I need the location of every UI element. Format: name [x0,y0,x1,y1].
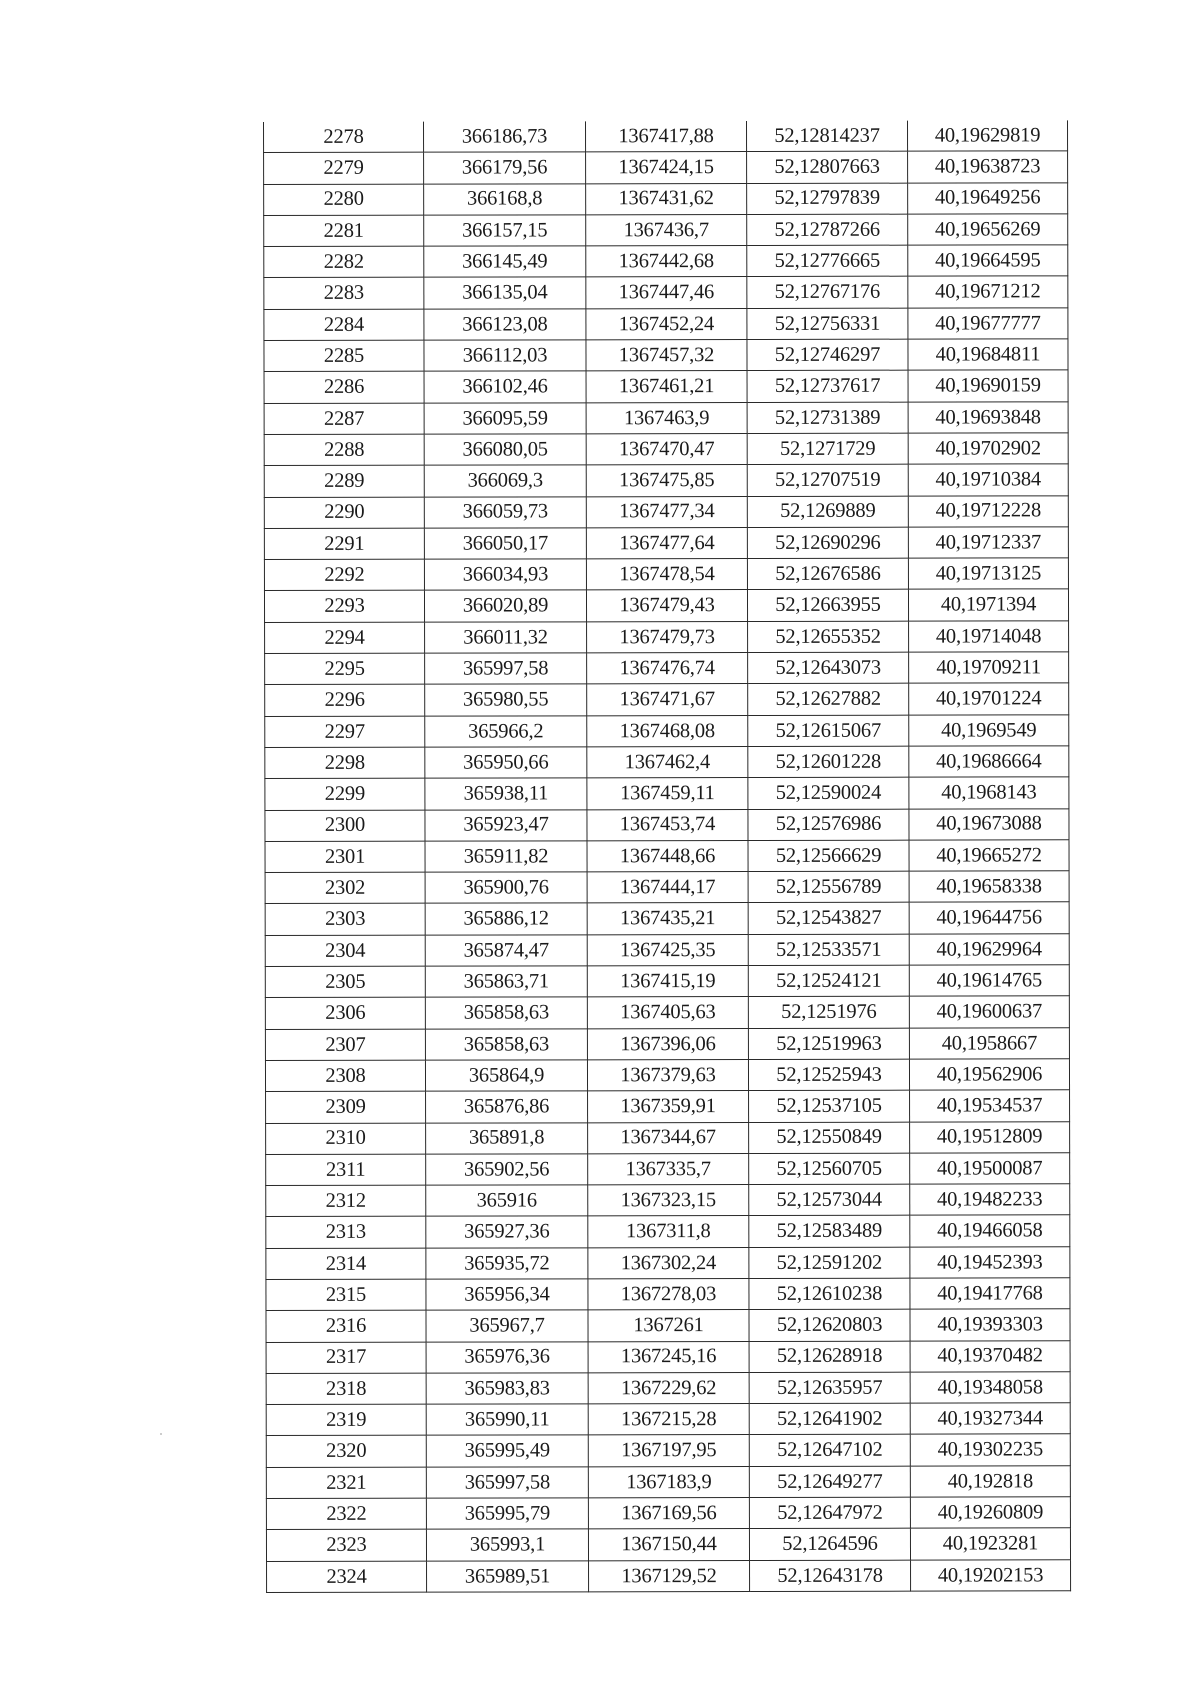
point-number-cell: 2312 [266,1185,426,1217]
longitude-cell: 40,1968143 [909,777,1069,809]
point-number-cell: 2279 [264,152,424,184]
y-coordinate-cell: 1367302,24 [588,1247,749,1279]
point-number-cell: 2315 [266,1279,426,1311]
x-coordinate-cell: 365876,86 [426,1091,588,1123]
point-number-cell: 2300 [265,810,425,842]
point-number-cell: 2283 [264,278,424,310]
x-coordinate-cell: 366050,17 [424,528,586,560]
point-number-cell: 2316 [266,1310,426,1342]
table-row [264,464,1068,497]
table-row [265,652,1069,685]
longitude-cell: 40,19686664 [909,746,1069,778]
latitude-cell: 52,12643178 [750,1560,911,1592]
x-coordinate-cell: 365993,1 [426,1529,588,1561]
y-coordinate-cell: 1367424,15 [586,152,747,184]
table-row [264,433,1068,466]
longitude-cell: 40,19644756 [909,902,1069,934]
table-row [265,840,1069,873]
y-coordinate-cell: 1367435,21 [587,903,748,935]
table-row [266,1528,1070,1561]
point-number-cell: 2287 [264,403,424,435]
y-coordinate-cell: 1367183,9 [588,1466,749,1498]
point-number-cell: 2289 [264,465,424,497]
table-row [264,245,1068,278]
table-row [264,151,1068,184]
y-coordinate-cell: 1367462,4 [587,746,748,778]
table-row [265,777,1069,810]
x-coordinate-cell: 365997,58 [426,1467,588,1499]
point-number-cell: 2282 [264,246,424,278]
table-row [266,1340,1070,1373]
y-coordinate-cell: 1367475,85 [586,465,747,497]
y-coordinate-cell: 1367448,66 [587,840,748,872]
longitude-cell: 40,1958667 [909,1027,1069,1059]
table-row [266,1434,1070,1467]
y-coordinate-cell: 1367468,08 [587,715,748,747]
point-number-cell: 2280 [264,184,424,216]
y-coordinate-cell: 1367442,68 [586,246,747,278]
y-coordinate-cell: 1367477,34 [586,496,747,528]
x-coordinate-cell: 365938,11 [425,778,587,810]
y-coordinate-cell: 1367479,43 [586,590,747,622]
latitude-cell: 52,12583489 [749,1216,910,1248]
table-row [266,1372,1070,1405]
x-coordinate-cell: 365858,63 [425,997,587,1029]
x-coordinate-cell: 365997,58 [425,653,587,685]
y-coordinate-cell: 1367335,7 [588,1153,749,1185]
latitude-cell: 52,12615067 [748,715,909,747]
longitude-cell: 40,19417768 [910,1278,1070,1310]
y-coordinate-cell: 1367461,21 [586,371,747,403]
longitude-cell: 40,19712337 [908,527,1068,559]
latitude-cell: 52,12787266 [747,214,908,246]
x-coordinate-cell: 366080,05 [424,434,586,466]
point-number-cell: 2302 [265,872,425,904]
table-row [266,1403,1070,1436]
table-row [266,1215,1070,1248]
latitude-cell: 52,12537105 [749,1090,910,1122]
table-row [266,1309,1070,1342]
longitude-cell: 40,19656269 [908,214,1068,246]
latitude-cell: 52,12746297 [747,339,908,371]
latitude-cell: 52,12556789 [748,871,909,903]
latitude-cell: 52,12573044 [749,1184,910,1216]
x-coordinate-cell: 365956,34 [426,1279,588,1311]
latitude-cell: 52,12533571 [748,934,909,966]
longitude-cell: 40,19673088 [909,808,1069,840]
y-coordinate-cell: 1367169,56 [588,1498,749,1530]
longitude-cell: 40,19260809 [910,1497,1070,1529]
table-row [267,1559,1071,1592]
longitude-cell: 40,19677777 [908,308,1068,340]
table-row [264,120,1068,152]
x-coordinate-cell: 365902,56 [426,1154,588,1186]
y-coordinate-cell: 1367150,44 [588,1529,749,1561]
point-number-cell: 2310 [266,1123,426,1155]
x-coordinate-cell: 365995,79 [426,1498,588,1530]
y-coordinate-cell: 1367459,11 [587,778,748,810]
longitude-cell: 40,19500087 [910,1153,1070,1185]
y-coordinate-cell: 1367405,63 [587,997,748,1029]
point-number-cell: 2314 [266,1248,426,1280]
table-row [265,714,1069,747]
y-coordinate-cell: 1367477,64 [586,527,747,559]
longitude-cell: 40,19629964 [909,934,1069,966]
table-row [264,214,1068,247]
x-coordinate-cell: 366095,59 [424,402,586,434]
table-row [264,182,1068,215]
latitude-cell: 52,12590024 [748,777,909,809]
latitude-cell: 52,12663955 [747,590,908,622]
y-coordinate-cell: 1367278,03 [588,1278,749,1310]
latitude-cell: 52,12655352 [748,621,909,653]
table-row [266,1184,1070,1217]
y-coordinate-cell: 1367476,74 [587,653,748,685]
y-coordinate-cell: 1367447,46 [586,277,747,309]
x-coordinate-cell: 365976,36 [426,1341,588,1373]
table-row [266,1090,1070,1123]
x-coordinate-cell: 366145,49 [424,246,586,278]
table-row [264,339,1068,372]
y-coordinate-cell: 1367311,8 [588,1216,749,1248]
latitude-cell: 52,12647972 [749,1497,910,1529]
latitude-cell: 52,12519963 [748,1028,909,1060]
longitude-cell: 40,1971394 [908,589,1068,621]
point-number-cell: 2284 [264,309,424,341]
y-coordinate-cell: 1367436,7 [586,214,747,246]
x-coordinate-cell: 365927,36 [426,1216,588,1248]
latitude-cell: 52,12543827 [748,903,909,935]
latitude-cell: 52,12797839 [747,183,908,215]
y-coordinate-cell: 1367415,19 [587,966,748,998]
point-number-cell: 2322 [266,1498,426,1530]
longitude-cell: 40,19370482 [910,1340,1070,1372]
y-coordinate-cell: 1367197,95 [588,1435,749,1467]
x-coordinate-cell: 365886,12 [425,903,587,935]
table-row [265,621,1069,654]
y-coordinate-cell: 1367323,15 [588,1185,749,1217]
table-row [265,1027,1069,1060]
longitude-cell: 40,19684811 [908,339,1068,371]
point-number-cell: 2299 [265,778,425,810]
y-coordinate-cell: 1367463,9 [586,402,747,434]
point-number-cell: 2307 [265,1029,425,1061]
y-coordinate-cell: 1367215,28 [588,1404,749,1436]
point-number-cell: 2278 [264,122,424,153]
point-number-cell: 2305 [265,966,425,998]
longitude-cell: 40,19202153 [911,1559,1071,1591]
longitude-cell: 40,19658338 [909,871,1069,903]
longitude-cell: 40,19482233 [910,1184,1070,1216]
latitude-cell: 52,1251976 [748,996,909,1028]
latitude-cell: 52,1271729 [747,433,908,465]
point-number-cell: 2323 [266,1530,426,1562]
x-coordinate-cell: 366034,93 [424,559,586,591]
x-coordinate-cell: 365980,55 [425,684,587,716]
longitude-cell: 40,19614765 [909,965,1069,997]
y-coordinate-cell: 1367471,67 [587,684,748,716]
longitude-cell: 40,19534537 [910,1090,1070,1122]
point-number-cell: 2311 [266,1154,426,1186]
longitude-cell: 40,19709211 [909,652,1069,684]
y-coordinate-cell: 1367129,52 [589,1560,750,1592]
y-coordinate-cell: 1367479,73 [587,621,748,653]
table-row [264,527,1068,560]
latitude-cell: 52,12525943 [748,1059,909,1091]
longitude-cell: 40,19701224 [909,683,1069,715]
longitude-cell: 40,19327344 [910,1403,1070,1435]
longitude-cell: 40,19649256 [908,182,1068,214]
table-row [265,808,1069,841]
latitude-cell: 52,12676586 [747,558,908,590]
longitude-cell: 40,19664595 [908,245,1068,277]
table-row [264,589,1068,622]
y-coordinate-cell: 1367425,35 [587,934,748,966]
x-coordinate-cell: 365950,66 [425,747,587,779]
y-coordinate-cell: 1367379,63 [587,1059,748,1091]
x-coordinate-cell: 365900,76 [425,872,587,904]
latitude-cell: 52,12560705 [749,1153,910,1185]
y-coordinate-cell: 1367431,62 [586,183,747,215]
x-coordinate-cell: 365923,47 [425,809,587,841]
point-number-cell: 2318 [266,1373,426,1405]
x-coordinate-cell: 366069,3 [424,465,586,497]
x-coordinate-cell: 365891,8 [426,1122,588,1154]
table-row [264,401,1068,434]
x-coordinate-cell: 365911,82 [425,841,587,873]
longitude-cell: 40,19702902 [908,433,1068,465]
longitude-cell: 40,19600637 [909,996,1069,1028]
longitude-cell: 40,19710384 [908,464,1068,496]
x-coordinate-cell: 366186,73 [423,121,585,152]
latitude-cell: 52,12807663 [747,151,908,183]
table-row [265,934,1069,967]
point-number-cell: 2288 [264,434,424,466]
point-number-cell: 2291 [264,528,424,560]
longitude-cell: 40,19712228 [908,495,1068,527]
table-row [265,902,1069,935]
y-coordinate-cell: 1367478,54 [586,559,747,591]
latitude-cell: 52,12649277 [749,1466,910,1498]
latitude-cell: 52,1264596 [749,1529,910,1561]
table-row [264,308,1068,341]
latitude-cell: 52,12814237 [746,121,907,152]
longitude-cell: 40,19638723 [908,151,1068,183]
y-coordinate-cell: 1367245,16 [588,1341,749,1373]
point-number-cell: 2320 [266,1436,426,1468]
x-coordinate-cell: 365864,9 [425,1060,587,1092]
y-coordinate-cell: 1367229,62 [588,1372,749,1404]
longitude-cell: 40,19348058 [910,1372,1070,1404]
scan-speck [160,1433,162,1435]
table-row [265,996,1069,1029]
x-coordinate-cell: 366123,08 [424,309,586,341]
point-number-cell: 2286 [264,372,424,404]
latitude-cell: 52,12628918 [749,1341,910,1373]
longitude-cell: 40,19393303 [910,1309,1070,1341]
x-coordinate-cell: 366059,73 [424,496,586,528]
point-number-cell: 2297 [265,716,425,748]
x-coordinate-cell: 365935,72 [426,1248,588,1280]
table-row [266,1497,1070,1530]
latitude-cell: 52,12591202 [749,1247,910,1279]
longitude-cell: 40,1923281 [910,1528,1070,1560]
longitude-cell: 40,19512809 [910,1121,1070,1153]
latitude-cell: 52,12647102 [749,1435,910,1467]
point-number-cell: 2317 [266,1342,426,1374]
point-number-cell: 2324 [267,1561,427,1593]
latitude-cell: 52,12690296 [747,527,908,559]
point-number-cell: 2301 [265,841,425,873]
table-row [265,871,1069,904]
point-number-cell: 2308 [265,1060,425,1092]
x-coordinate-cell: 366112,03 [424,340,586,372]
longitude-cell: 40,19466058 [910,1215,1070,1247]
latitude-cell: 52,12641902 [749,1403,910,1435]
longitude-cell: 40,19562906 [909,1059,1069,1091]
point-number-cell: 2309 [266,1091,426,1123]
point-number-cell: 2293 [264,591,424,623]
latitude-cell: 52,12767176 [747,277,908,309]
x-coordinate-cell: 365983,83 [426,1373,588,1405]
point-number-cell: 2298 [265,747,425,779]
x-coordinate-cell: 365966,2 [425,715,587,747]
longitude-cell: 40,1969549 [909,714,1069,746]
point-number-cell: 2319 [266,1404,426,1436]
point-number-cell: 2304 [265,935,425,967]
latitude-cell: 52,12731389 [747,402,908,434]
y-coordinate-cell: 1367452,24 [586,308,747,340]
x-coordinate-cell: 365858,63 [425,1028,587,1060]
y-coordinate-cell: 1367417,88 [585,121,746,152]
y-coordinate-cell: 1367396,06 [587,1028,748,1060]
table-row [264,495,1068,528]
x-coordinate-cell: 366168,8 [424,183,586,215]
latitude-cell: 52,1269889 [747,496,908,528]
y-coordinate-cell: 1367359,91 [588,1091,749,1123]
latitude-cell: 52,12635957 [749,1372,910,1404]
coordinates-table [263,120,1071,1593]
table-row [265,683,1069,716]
y-coordinate-cell: 1367261 [588,1310,749,1342]
table-row [265,746,1069,779]
y-coordinate-cell: 1367470,47 [586,433,747,465]
point-number-cell: 2296 [265,685,425,717]
latitude-cell: 52,12756331 [747,308,908,340]
y-coordinate-cell: 1367453,74 [587,809,748,841]
longitude-cell: 40,19671212 [908,276,1068,308]
y-coordinate-cell: 1367444,17 [587,872,748,904]
table-row [264,276,1068,309]
point-number-cell: 2295 [265,653,425,685]
longitude-cell: 40,19665272 [909,840,1069,872]
point-number-cell: 2290 [264,497,424,529]
longitude-cell: 40,19629819 [907,120,1067,151]
coordinates-table-body [264,120,1071,1592]
latitude-cell: 52,12610238 [749,1278,910,1310]
longitude-cell: 40,19693848 [908,401,1068,433]
x-coordinate-cell: 366179,56 [424,152,586,184]
x-coordinate-cell: 366011,32 [425,622,587,654]
table-row [265,965,1069,998]
table-row [266,1466,1070,1499]
longitude-cell: 40,19713125 [908,558,1068,590]
point-number-cell: 2321 [266,1467,426,1499]
x-coordinate-cell: 365863,71 [425,966,587,998]
x-coordinate-cell: 366157,15 [424,215,586,247]
x-coordinate-cell: 366135,04 [424,277,586,309]
table-row [266,1121,1070,1154]
latitude-cell: 52,12576986 [748,809,909,841]
longitude-cell: 40,19452393 [910,1247,1070,1279]
x-coordinate-cell: 365990,11 [426,1404,588,1436]
latitude-cell: 52,12707519 [747,464,908,496]
latitude-cell: 52,12601228 [748,746,909,778]
point-number-cell: 2292 [264,559,424,591]
y-coordinate-cell: 1367457,32 [586,340,747,372]
latitude-cell: 52,12524121 [748,965,909,997]
point-number-cell: 2303 [265,904,425,936]
longitude-cell: 40,19714048 [909,621,1069,653]
x-coordinate-cell: 365967,7 [426,1310,588,1342]
table-row [264,558,1068,591]
latitude-cell: 52,12566629 [748,840,909,872]
latitude-cell: 52,12620803 [749,1309,910,1341]
x-coordinate-cell: 365995,49 [426,1435,588,1467]
point-number-cell: 2285 [264,340,424,372]
longitude-cell: 40,19302235 [910,1434,1070,1466]
table-row [264,370,1068,403]
x-coordinate-cell: 365916 [426,1185,588,1217]
point-number-cell: 2294 [265,622,425,654]
point-number-cell: 2306 [265,997,425,1029]
longitude-cell: 40,19690159 [908,370,1068,402]
x-coordinate-cell: 365874,47 [425,935,587,967]
latitude-cell: 52,12550849 [749,1122,910,1154]
table-row [266,1153,1070,1186]
latitude-cell: 52,12643073 [748,652,909,684]
x-coordinate-cell: 366020,89 [424,590,586,622]
point-number-cell: 2281 [264,215,424,247]
latitude-cell: 52,12737617 [747,371,908,403]
point-number-cell: 2313 [266,1217,426,1249]
x-coordinate-cell: 366102,46 [424,371,586,403]
latitude-cell: 52,12776665 [747,245,908,277]
x-coordinate-cell: 365989,51 [427,1560,589,1592]
table-row [266,1247,1070,1280]
table-row [266,1278,1070,1311]
y-coordinate-cell: 1367344,67 [588,1122,749,1154]
longitude-cell: 40,192818 [910,1466,1070,1498]
latitude-cell: 52,12627882 [748,683,909,715]
table-row [265,1059,1069,1092]
